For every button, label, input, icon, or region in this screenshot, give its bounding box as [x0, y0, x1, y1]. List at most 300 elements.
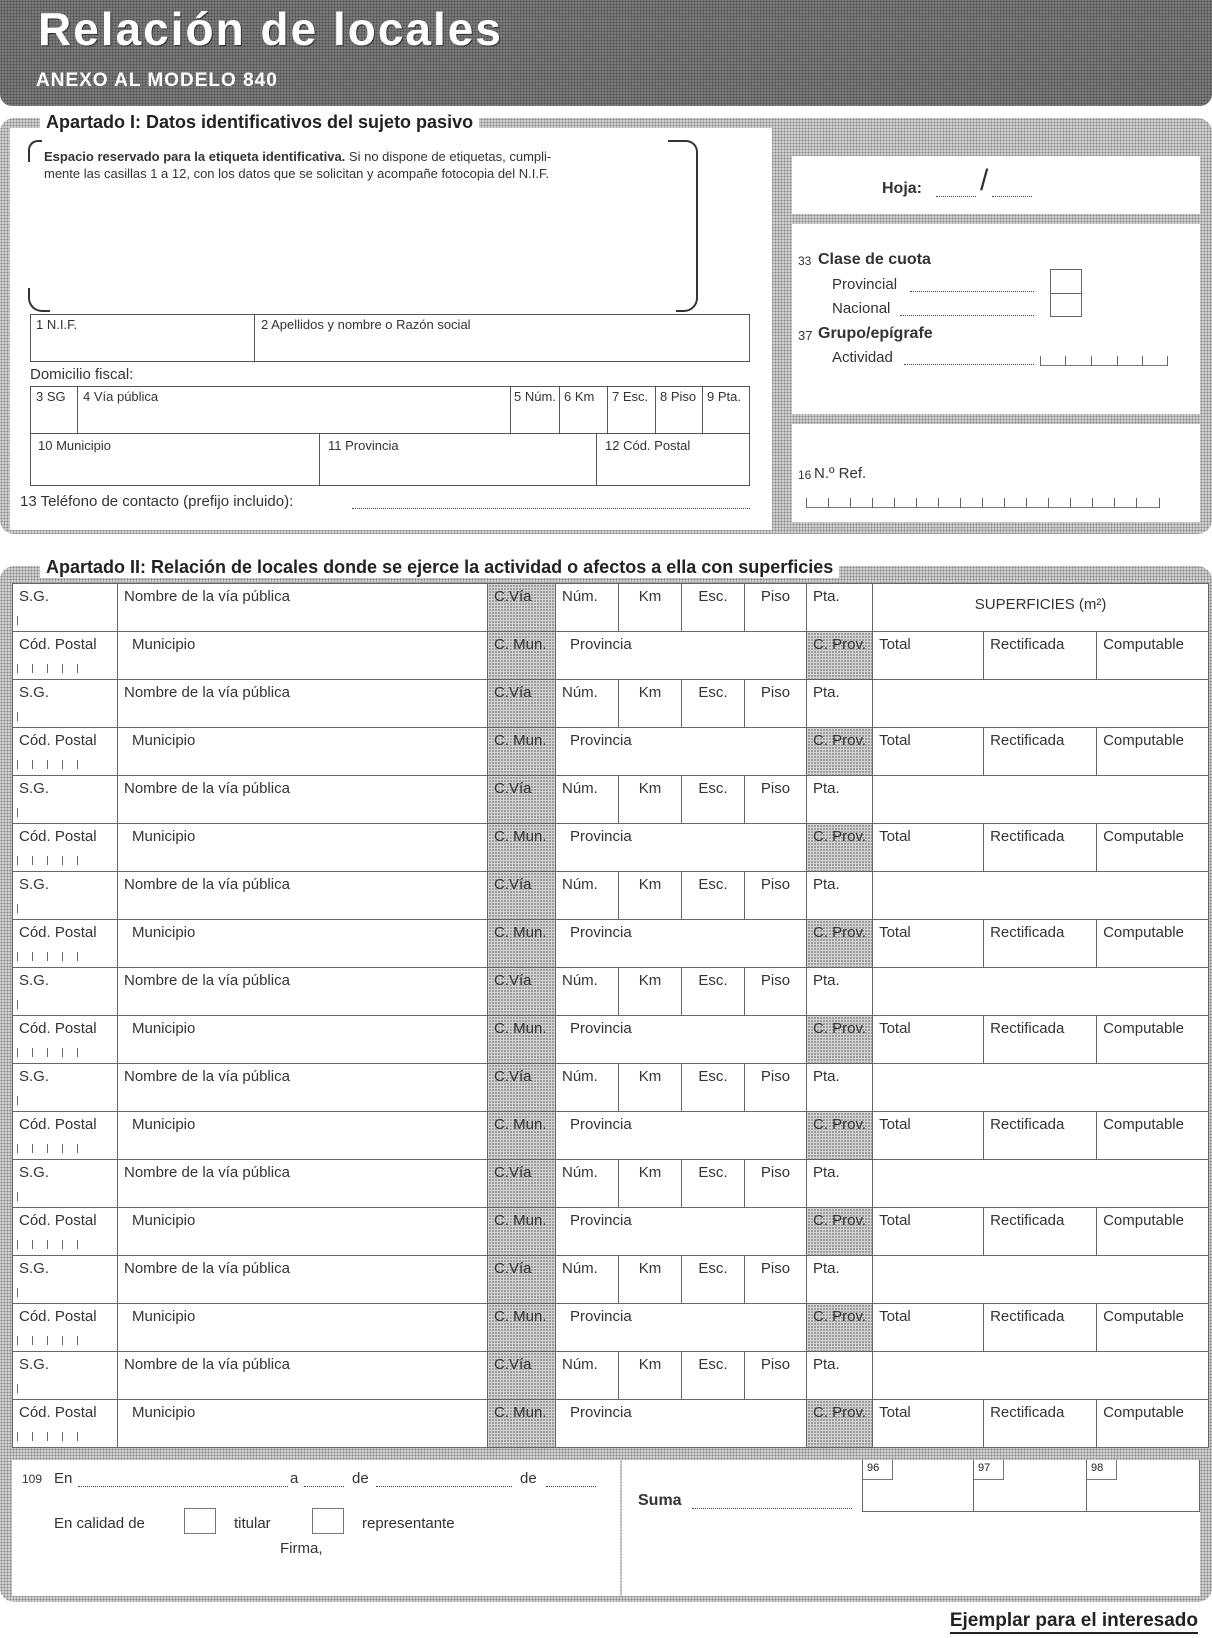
sg-cell-label: S.G. [19, 588, 50, 605]
km-cell[interactable] [619, 680, 682, 728]
cp-cell[interactable] [13, 1400, 118, 1448]
municipio-cell[interactable] [118, 824, 488, 872]
esc-cell[interactable] [682, 1256, 745, 1304]
representante-label: representante [362, 1515, 455, 1532]
provincia-cell-label: Provincia [570, 636, 632, 653]
sum-96-box: 96 [863, 1460, 893, 1480]
pta-cell[interactable] [807, 776, 873, 824]
piso-cell[interactable] [745, 680, 807, 728]
provincia-label: 11 Provincia [328, 438, 399, 453]
via-name-label: Nombre de la vía pública [124, 876, 290, 893]
ref-num: 16 [798, 468, 812, 482]
via-name-cell[interactable] [118, 680, 488, 728]
esc-cell-label: Esc. [698, 1068, 728, 1085]
pta-cell[interactable] [807, 584, 873, 632]
local-row-location [13, 920, 1209, 968]
total-label: Total [879, 636, 911, 653]
cprov-cell[interactable] [807, 1208, 873, 1256]
month-field[interactable] [376, 1486, 512, 1487]
cp-cell[interactable] [13, 728, 118, 776]
local-row-address [13, 1160, 1209, 1208]
provincia-cell-label: Provincia [570, 924, 632, 941]
nacional-label: Nacional [832, 300, 891, 317]
cvia-label: C.Vía [494, 780, 532, 797]
via-name-label: Nombre de la vía pública [124, 972, 290, 989]
actividad-leader [904, 364, 1034, 365]
piso-cell[interactable] [745, 1256, 807, 1304]
local-row-location [13, 632, 1209, 680]
representante-checkbox[interactable] [312, 1508, 344, 1534]
titular-checkbox[interactable] [184, 1508, 216, 1534]
km-cell-label: Km [638, 1356, 662, 1373]
municipio-cell[interactable] [118, 1208, 488, 1256]
hoja-box [792, 156, 1200, 214]
local-row-location [13, 1016, 1209, 1064]
computable-cell[interactable] [1097, 1400, 1209, 1448]
km-cell-label: Km [638, 684, 662, 701]
cprov-label: C. Prov. [813, 1308, 867, 1325]
provincia-cell[interactable] [556, 920, 807, 968]
local-row-location [13, 824, 1209, 872]
cmun-label: C. Mun. [494, 1116, 547, 1133]
esc-cell-label: Esc. [698, 876, 728, 893]
sg-label: 3 SG [36, 389, 66, 404]
cprov-cell[interactable] [807, 1304, 873, 1352]
pta-cell-label: Pta. [813, 1356, 840, 1373]
pta-cell-label: Pta. [813, 876, 840, 893]
cvia-cell[interactable] [488, 1352, 556, 1400]
num-cell-label: Núm. [562, 1356, 598, 1373]
total-label: Total [879, 732, 911, 749]
num-cell[interactable] [556, 872, 619, 920]
cmun-cell[interactable] [488, 1400, 556, 1448]
computable-cell[interactable] [1097, 1208, 1209, 1256]
municipio-cell-label: Municipio [132, 732, 196, 749]
pta-cell-label: Pta. [813, 780, 840, 797]
cp-field[interactable] [596, 434, 750, 486]
num-cell[interactable] [556, 1352, 619, 1400]
cvia-label: C.Vía [494, 1260, 532, 1277]
nif-label: 1 N.I.F. [36, 317, 78, 332]
km-cell[interactable] [619, 1064, 682, 1112]
cmun-cell[interactable] [488, 1016, 556, 1064]
hoja-slash: / [980, 164, 989, 197]
sg-cell-label: S.G. [19, 972, 50, 989]
provincial-leader [910, 291, 1034, 292]
sg-cell[interactable] [13, 1352, 118, 1400]
km-field[interactable] [559, 386, 608, 434]
cvia-cell[interactable] [488, 1160, 556, 1208]
cp-label: 12 Cód. Postal [605, 438, 691, 453]
km-cell[interactable] [619, 1256, 682, 1304]
telefono-line[interactable] [352, 508, 750, 509]
nacional-checkbox[interactable] [1050, 293, 1082, 317]
cvia-label: C.Vía [494, 1164, 532, 1181]
sg-cell[interactable] [13, 776, 118, 824]
km-cell-label: Km [638, 1068, 662, 1085]
suma-area [622, 1460, 1200, 1596]
sum-rectificada-field[interactable] [974, 1460, 1087, 1512]
sg-cell[interactable] [13, 968, 118, 1016]
piso-cell-label: Piso [760, 876, 791, 893]
superficies-blank [873, 872, 1209, 920]
sg-cell[interactable] [13, 1064, 118, 1112]
provincia-cell[interactable] [556, 1400, 807, 1448]
clase-label: Clase de cuota [818, 251, 931, 268]
cprov-cell[interactable] [807, 920, 873, 968]
municipio-cell-label: Municipio [132, 1308, 196, 1325]
sum-computable-field[interactable] [1087, 1460, 1200, 1512]
cp-cell[interactable] [13, 1016, 118, 1064]
piso-cell[interactable] [745, 872, 807, 920]
provincia-cell-label: Provincia [570, 732, 632, 749]
esc-cell[interactable] [682, 872, 745, 920]
num-cell[interactable] [556, 1256, 619, 1304]
total-cell[interactable] [873, 1304, 984, 1352]
local-row-address [13, 872, 1209, 920]
municipio-cell[interactable] [118, 1304, 488, 1352]
rectificada-label: Rectificada [990, 636, 1065, 653]
computable-cell[interactable] [1097, 632, 1209, 680]
total-label: Total [879, 1404, 911, 1421]
cp-cell[interactable] [13, 920, 118, 968]
num-cell[interactable] [556, 584, 619, 632]
year-field[interactable] [546, 1486, 596, 1487]
esc-cell[interactable] [682, 680, 745, 728]
piso-field[interactable] [655, 386, 703, 434]
cvia-label: C.Vía [494, 588, 532, 605]
cp-cell[interactable] [13, 632, 118, 680]
esc-cell[interactable] [682, 968, 745, 1016]
rectificada-cell[interactable] [984, 1208, 1097, 1256]
section-2-title: Apartado II: Relación de locales donde se ejerce la actividad o afectos a ella con superficies [40, 557, 839, 578]
piso-cell[interactable] [745, 1352, 807, 1400]
pta-cell[interactable] [807, 1064, 873, 1112]
rectificada-label: Rectificada [990, 924, 1065, 941]
sum-total-field[interactable] [862, 1460, 974, 1512]
via-name-cell[interactable] [118, 584, 488, 632]
calidad-label: En calidad de [54, 1515, 145, 1532]
sg-field[interactable] [30, 386, 78, 434]
pta-cell-label: Pta. [813, 1260, 840, 1277]
cp-cell[interactable] [13, 824, 118, 872]
hoja-field-1[interactable] [936, 196, 976, 197]
municipio-field[interactable] [30, 434, 320, 486]
num-cell[interactable] [556, 968, 619, 1016]
municipio-cell[interactable] [118, 632, 488, 680]
municipio-cell-label: Municipio [132, 924, 196, 941]
cprov-label: C. Prov. [813, 1404, 867, 1421]
num-cell-label: Núm. [562, 780, 598, 797]
esc-cell-label: Esc. [698, 1164, 728, 1181]
cmun-label: C. Mun. [494, 1404, 547, 1421]
cvia-cell[interactable] [488, 1256, 556, 1304]
esc-cell-label: Esc. [698, 684, 728, 701]
cvia-cell[interactable] [488, 968, 556, 1016]
total-cell[interactable] [873, 1112, 984, 1160]
via-name-cell[interactable] [118, 1256, 488, 1304]
km-cell[interactable] [619, 776, 682, 824]
cvia-label: C.Vía [494, 1356, 532, 1373]
pta-cell-label: Pta. [813, 1068, 840, 1085]
via-name-cell[interactable] [118, 776, 488, 824]
piso-cell-label: Piso [760, 588, 791, 605]
cmun-cell[interactable] [488, 824, 556, 872]
cp-cell-label: Cód. Postal [19, 732, 97, 749]
num-cell[interactable] [556, 1064, 619, 1112]
num-cell[interactable] [556, 680, 619, 728]
total-cell[interactable] [873, 632, 984, 680]
cp-cell-label: Cód. Postal [19, 636, 97, 653]
cp-cell[interactable] [13, 1208, 118, 1256]
total-cell[interactable] [873, 920, 984, 968]
computable-cell[interactable] [1097, 920, 1209, 968]
rectificada-label: Rectificada [990, 1308, 1065, 1325]
form-subtitle: ANEXO AL MODELO 840 [36, 70, 278, 91]
cprov-label: C. Prov. [813, 828, 867, 845]
provincia-cell-label: Provincia [570, 1404, 632, 1421]
km-cell[interactable] [619, 1352, 682, 1400]
via-field[interactable] [77, 386, 511, 434]
total-cell[interactable] [873, 1016, 984, 1064]
sg-cell[interactable] [13, 872, 118, 920]
rectificada-cell[interactable] [984, 1304, 1097, 1352]
total-cell[interactable] [873, 824, 984, 872]
provincia-field[interactable] [319, 434, 597, 486]
piso-cell-label: Piso [760, 1164, 791, 1181]
piso-cell[interactable] [745, 584, 807, 632]
municipio-cell[interactable] [118, 728, 488, 776]
signature-area [12, 1460, 620, 1596]
municipio-cell[interactable] [118, 1400, 488, 1448]
pta-cell[interactable] [807, 1352, 873, 1400]
hoja-field-2[interactable] [992, 196, 1032, 197]
rectificada-cell[interactable] [984, 1112, 1097, 1160]
via-label: 4 Vía pública [83, 389, 159, 404]
via-name-cell[interactable] [118, 872, 488, 920]
cmun-label: C. Mun. [494, 1308, 547, 1325]
computable-cell[interactable] [1097, 824, 1209, 872]
en-field[interactable] [78, 1486, 288, 1487]
rectificada-cell[interactable] [984, 1400, 1097, 1448]
num-cell-label: Núm. [562, 588, 598, 605]
computable-label: Computable [1103, 1020, 1184, 1037]
via-name-cell[interactable] [118, 1160, 488, 1208]
cmun-cell[interactable] [488, 1112, 556, 1160]
nacional-leader [900, 315, 1034, 316]
municipio-cell[interactable] [118, 920, 488, 968]
total-label: Total [879, 1020, 911, 1037]
cvia-cell[interactable] [488, 584, 556, 632]
suma-label: Suma [638, 1492, 682, 1509]
sg-cell-label: S.G. [19, 780, 50, 797]
cp-cell-label: Cód. Postal [19, 1116, 97, 1133]
ref-boxes[interactable] [806, 496, 1160, 508]
pta-cell[interactable] [807, 680, 873, 728]
num-field[interactable] [510, 386, 560, 434]
esc-label: 7 Esc. [612, 389, 649, 404]
provincia-cell[interactable] [556, 824, 807, 872]
piso-cell[interactable] [745, 776, 807, 824]
computable-cell[interactable] [1097, 728, 1209, 776]
pta-field[interactable] [702, 386, 750, 434]
locales-table [12, 583, 1209, 1448]
rectificada-label: Rectificada [990, 732, 1065, 749]
day-field[interactable] [304, 1486, 344, 1487]
superficies-blank [873, 1352, 1209, 1400]
cvia-cell[interactable] [488, 776, 556, 824]
sg-cell[interactable] [13, 680, 118, 728]
cmun-cell[interactable] [488, 920, 556, 968]
km-cell-label: Km [638, 780, 662, 797]
provincial-label: Provincial [832, 276, 898, 293]
pta-cell[interactable] [807, 1160, 873, 1208]
computable-label: Computable [1103, 1404, 1184, 1421]
rectificada-cell[interactable] [984, 1016, 1097, 1064]
cprov-cell[interactable] [807, 824, 873, 872]
provincia-cell[interactable] [556, 1304, 807, 1352]
num-cell[interactable] [556, 776, 619, 824]
rectificada-label: Rectificada [990, 1116, 1065, 1133]
local-row-address [13, 1352, 1209, 1400]
cmun-cell[interactable] [488, 1304, 556, 1352]
esc-cell[interactable] [682, 1064, 745, 1112]
esc-field[interactable] [607, 386, 656, 434]
sg-cell[interactable] [13, 1256, 118, 1304]
rectificada-label: Rectificada [990, 1404, 1065, 1421]
piso-cell[interactable] [745, 968, 807, 1016]
esc-cell[interactable] [682, 584, 745, 632]
km-cell[interactable] [619, 584, 682, 632]
esc-cell[interactable] [682, 1160, 745, 1208]
pta-cell[interactable] [807, 872, 873, 920]
superficies-header [873, 584, 1209, 632]
cmun-label: C. Mun. [494, 732, 547, 749]
esc-cell[interactable] [682, 1352, 745, 1400]
sg-cell[interactable] [13, 1160, 118, 1208]
computable-label: Computable [1103, 828, 1184, 845]
local-row-location [13, 728, 1209, 776]
provincia-cell[interactable] [556, 728, 807, 776]
pta-cell[interactable] [807, 968, 873, 1016]
local-row-address [13, 680, 1209, 728]
provincia-cell-label: Provincia [570, 1308, 632, 1325]
cprov-cell[interactable] [807, 1112, 873, 1160]
municipio-cell[interactable] [118, 1112, 488, 1160]
rectificada-cell[interactable] [984, 728, 1097, 776]
num-cell-label: Núm. [562, 1164, 598, 1181]
rectificada-label: Rectificada [990, 1212, 1065, 1229]
en-label: En [54, 1470, 73, 1487]
computable-label: Computable [1103, 732, 1184, 749]
grupo-label: Grupo/epígrafe [818, 325, 933, 342]
cprov-cell[interactable] [807, 632, 873, 680]
cvia-cell[interactable] [488, 872, 556, 920]
total-cell[interactable] [873, 728, 984, 776]
km-cell[interactable] [619, 872, 682, 920]
via-name-cell[interactable] [118, 1064, 488, 1112]
cprov-cell[interactable] [807, 1016, 873, 1064]
cmun-cell[interactable] [488, 1208, 556, 1256]
rectificada-cell[interactable] [984, 632, 1097, 680]
cvia-label: C.Vía [494, 684, 532, 701]
computable-cell[interactable] [1097, 1016, 1209, 1064]
firma-label: Firma, [280, 1540, 323, 1557]
cvia-label: C.Vía [494, 876, 532, 893]
hoja-label: Hoja: [882, 180, 922, 197]
provincia-cell[interactable] [556, 632, 807, 680]
pta-cell[interactable] [807, 1256, 873, 1304]
cvia-label: C.Vía [494, 1068, 532, 1085]
pta-label: 9 Pta. [707, 389, 741, 404]
sg-cell-label: S.G. [19, 876, 50, 893]
km-cell[interactable] [619, 968, 682, 1016]
superficies-blank [873, 1256, 1209, 1304]
rectificada-cell[interactable] [984, 920, 1097, 968]
via-name-label: Nombre de la vía pública [124, 780, 290, 797]
total-cell[interactable] [873, 1208, 984, 1256]
computable-cell[interactable] [1097, 1304, 1209, 1352]
cmun-label: C. Mun. [494, 636, 547, 653]
via-name-label: Nombre de la vía pública [124, 1164, 290, 1181]
name-field[interactable] [254, 314, 750, 362]
piso-cell[interactable] [745, 1064, 807, 1112]
provincia-cell[interactable] [556, 1112, 807, 1160]
cvia-cell[interactable] [488, 1064, 556, 1112]
municipio-cell[interactable] [118, 1016, 488, 1064]
num-cell-label: Núm. [562, 684, 598, 701]
piso-cell-label: Piso [760, 1356, 791, 1373]
num-cell[interactable] [556, 1160, 619, 1208]
total-cell[interactable] [873, 1400, 984, 1448]
cmun-cell[interactable] [488, 728, 556, 776]
piso-cell-label: Piso [760, 1068, 791, 1085]
computable-label: Computable [1103, 1212, 1184, 1229]
form-title: Relación de locales [38, 3, 503, 55]
provincial-checkbox[interactable] [1050, 269, 1082, 293]
via-name-cell[interactable] [118, 968, 488, 1016]
provincia-cell[interactable] [556, 1208, 807, 1256]
via-name-cell[interactable] [118, 1352, 488, 1400]
nif-field[interactable] [30, 314, 255, 362]
cp-cell[interactable] [13, 1304, 118, 1352]
cvia-cell[interactable] [488, 680, 556, 728]
cprov-cell[interactable] [807, 1400, 873, 1448]
suma-leader [692, 1508, 852, 1509]
local-row-location [13, 1112, 1209, 1160]
pta-cell-label: Pta. [813, 684, 840, 701]
esc-cell[interactable] [682, 776, 745, 824]
provincia-cell-label: Provincia [570, 1116, 632, 1133]
computable-cell[interactable] [1097, 1112, 1209, 1160]
local-row-address [13, 776, 1209, 824]
num-109: 109 [22, 1472, 43, 1486]
piso-cell[interactable] [745, 1160, 807, 1208]
provincia-cell[interactable] [556, 1016, 807, 1064]
cprov-cell[interactable] [807, 728, 873, 776]
provincia-cell-label: Provincia [570, 828, 632, 845]
local-row-address [13, 1256, 1209, 1304]
rectificada-cell[interactable] [984, 824, 1097, 872]
sg-cell[interactable] [13, 584, 118, 632]
cmun-cell[interactable] [488, 632, 556, 680]
actividad-label: Actividad [832, 349, 893, 366]
cp-cell[interactable] [13, 1112, 118, 1160]
num-cell-label: Núm. [562, 876, 598, 893]
km-cell[interactable] [619, 1160, 682, 1208]
local-row-address [13, 968, 1209, 1016]
actividad-boxes[interactable] [1040, 354, 1168, 366]
